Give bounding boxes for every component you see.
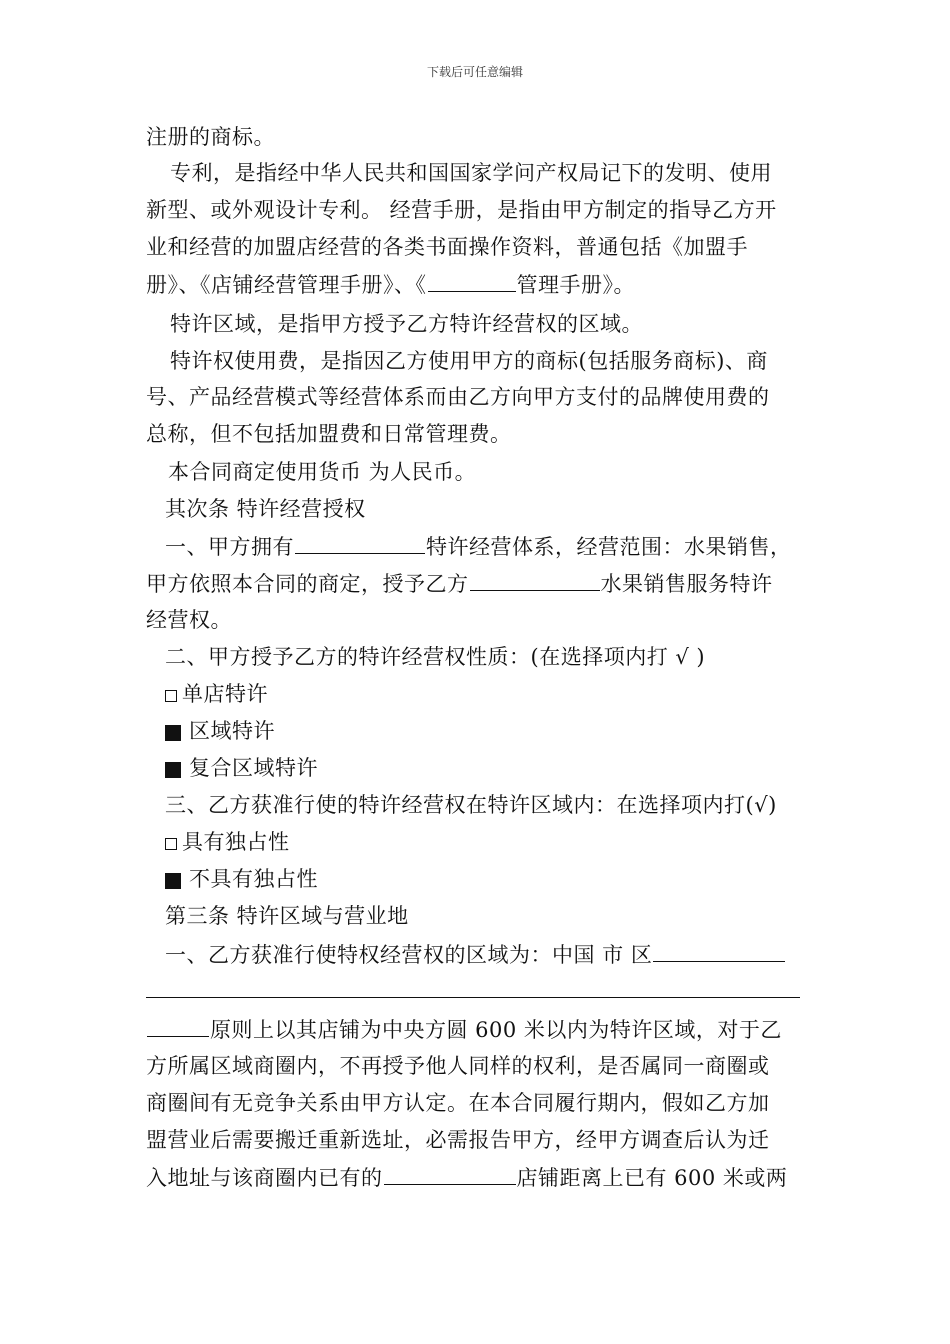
text-fragment: 水果销售服务特许	[600, 572, 773, 596]
text-fragment: 入地址与该商圈内已有的	[146, 1166, 383, 1190]
option-label: 区域特许	[189, 719, 275, 743]
checkbox-option	[165, 829, 290, 855]
text-line: 业和经营的加盟店经营的各类书面操作资料，普通包括《加盟手	[146, 235, 748, 259]
text-line: 新型、或外观设计专利。 经营手册，是指由甲方制定的指导乙方开	[146, 198, 777, 222]
text-fragment: 店铺距离上已有 600 米或两	[516, 1166, 788, 1190]
fill-in-blank	[653, 941, 785, 962]
checkbox-option	[165, 681, 268, 707]
text-line: 三、乙方获准行使的特许经营权在特许区域内：在选择项内打(√)	[165, 793, 777, 817]
page-header-note: 下载后可任意编辑	[426, 65, 523, 79]
section-heading: 第三条 特许区域与营业地	[165, 904, 409, 928]
text-line	[146, 570, 773, 597]
text-line: 经营权。	[146, 608, 232, 632]
text-line	[165, 533, 792, 560]
option-label: 不具有独占性	[189, 867, 318, 891]
checkbox-checked-icon	[165, 873, 181, 889]
text-line: 特许权使用费，是指因乙方使用甲方的商标(包括服务商标)、商	[170, 349, 768, 373]
checkbox-unchecked-icon	[165, 838, 177, 850]
text-line: 特许区域，是指甲方授予乙方特许经营权的区域。	[170, 312, 643, 336]
text-line: 专利，是指经中华人民共和国国家学问产权局记下的发明、使用	[170, 161, 772, 185]
text-line	[146, 1164, 787, 1191]
text-fragment: 原则上以其店铺为中央方圆 600 米以内为特许区域，对于乙	[210, 1018, 782, 1042]
text-line: 商圈间有无竞争关系由甲方认定。在本合同履行期内，假如乙方加	[146, 1091, 770, 1115]
fill-in-blank	[295, 533, 425, 554]
text-fragment: 一、乙方获准行使特权经营权的区域为：中国 市 区	[165, 943, 653, 967]
text-line	[146, 271, 635, 298]
section-heading: 其次条 特许经营授权	[165, 497, 366, 521]
checkbox-option	[165, 755, 318, 781]
text-line	[146, 1016, 782, 1043]
text-line: 盟营业后需要搬迁重新选址，必需报告甲方，经甲方调查后认为迁	[146, 1128, 770, 1152]
checkbox-unchecked-icon	[165, 690, 177, 702]
option-label: 复合区域特许	[189, 756, 318, 780]
fill-in-blank	[384, 1164, 516, 1185]
fill-in-blank	[147, 1016, 209, 1037]
option-label: 具有独占性	[182, 830, 290, 854]
text-fragment: 特许经营体系，经营范围：水果销售，	[426, 535, 792, 559]
option-label: 单店特许	[182, 682, 268, 706]
text-line: 总称，但不包括加盟费和日常管理费。	[146, 422, 512, 446]
text-line: 注册的商标。	[146, 125, 275, 149]
fill-in-blank	[428, 271, 516, 292]
fill-in-blank-line	[146, 997, 800, 998]
text-line	[165, 941, 786, 968]
checkbox-option	[165, 718, 275, 744]
text-fragment: 一、甲方拥有	[165, 535, 294, 559]
text-line: 号、产品经营模式等经营体系而由乙方向甲方支付的品牌使用费的	[146, 385, 770, 409]
fill-in-blank	[470, 570, 600, 591]
checkbox-checked-icon	[165, 725, 181, 741]
text-fragment: 册》、《店铺经营管理手册》、《	[146, 273, 427, 297]
text-line: 方所属区域商圈内，不再授予他人同样的权利，是否属同一商圈或	[146, 1054, 770, 1078]
checkbox-option	[165, 866, 318, 892]
checkbox-checked-icon	[165, 762, 181, 778]
text-line: 二、甲方授予乙方的特许经营权性质：(在选择项内打 √ )	[165, 645, 706, 669]
text-line: 本合同商定使用货币 为人民币。	[168, 460, 477, 484]
text-fragment: 管理手册》。	[516, 273, 635, 297]
text-fragment: 甲方依照本合同的商定，授予乙方	[146, 572, 469, 596]
